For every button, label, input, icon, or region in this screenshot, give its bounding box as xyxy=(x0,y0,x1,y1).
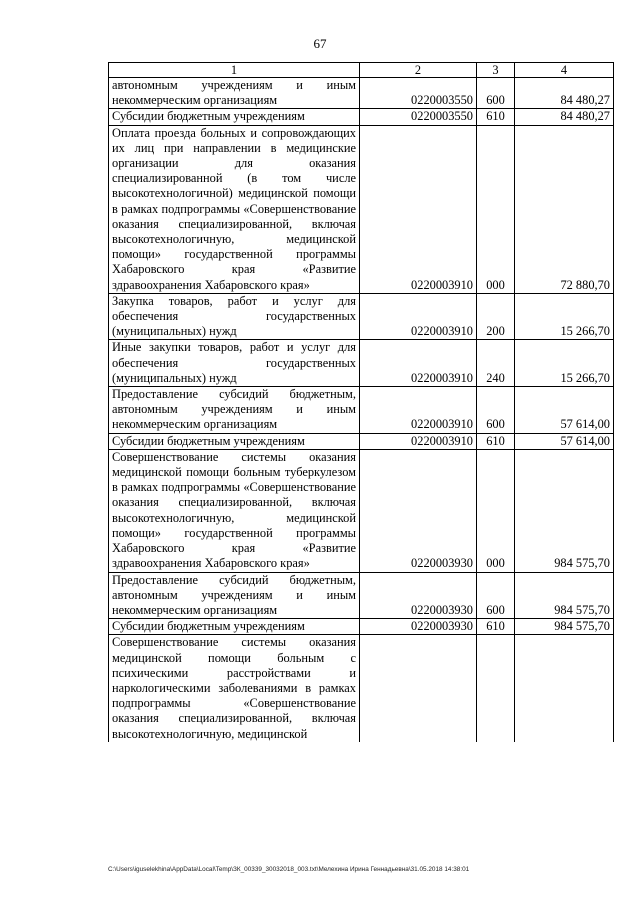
row-type: 000 xyxy=(477,125,515,293)
table-row xyxy=(109,635,614,742)
row-type: 600 xyxy=(477,387,515,434)
table-row xyxy=(109,125,614,293)
row-name: Субсидии бюджетным учреждениям xyxy=(109,433,360,449)
row-code: 0220003930 xyxy=(360,572,477,619)
row-code: 0220003910 xyxy=(360,340,477,387)
row-code: 0220003550 xyxy=(360,78,477,109)
row-amount: 15 266,70 xyxy=(515,340,614,387)
row-code xyxy=(360,635,477,742)
row-code: 0220003550 xyxy=(360,109,477,125)
row-name: Совершенствование системы оказания медицинской помощи больным с психическими расстройствами и наркологическими заболеваниями в рамках подпрограммы «Совершенствование оказания специализированной, включая высокотехнологичную, медицинской xyxy=(109,635,360,742)
row-type: 000 xyxy=(477,449,515,572)
table-row xyxy=(109,340,614,387)
page-number: 67 xyxy=(313,36,327,51)
row-amount: 84 480,27 xyxy=(515,78,614,109)
row-type: 600 xyxy=(477,572,515,619)
row-name: Предоставление субсидий бюджетным, автономным учреждениям и иным некоммерческим организациям xyxy=(109,387,360,434)
table-row xyxy=(109,78,614,109)
table-row xyxy=(109,572,614,619)
row-name: Оплата проезда больных и сопровождающих их лиц при направлении в медицинские организации для оказания специализированной (в том числе высокотехнологичной) медицинской помощи в рамках подпрограммы «Совершенствование оказания специализированной, включая высокотехнологичную, медицинской помощи» государственной программы Хабаровского края «Развитие здравоохранения Хабаровского края» xyxy=(109,125,360,293)
table-row xyxy=(109,293,614,340)
column-header-3: 3 xyxy=(477,63,515,78)
row-code: 0220003930 xyxy=(360,619,477,635)
row-type: 200 xyxy=(477,293,515,340)
row-amount: 984 575,70 xyxy=(515,572,614,619)
row-amount: 57 614,00 xyxy=(515,433,614,449)
row-amount: 984 575,70 xyxy=(515,619,614,635)
row-name: Закупка товаров, работ и услуг для обеспечения государственных (муниципальных) нужд xyxy=(109,293,360,340)
table-row xyxy=(109,433,614,449)
row-name: Субсидии бюджетным учреждениям xyxy=(109,109,360,125)
row-type: 610 xyxy=(477,433,515,449)
budget-table xyxy=(108,62,614,742)
row-type: 610 xyxy=(477,109,515,125)
column-header-2: 2 xyxy=(360,63,477,78)
table-row xyxy=(109,109,614,125)
row-type: 600 xyxy=(477,78,515,109)
row-code: 0220003910 xyxy=(360,387,477,434)
row-amount: 84 480,27 xyxy=(515,109,614,125)
row-amount: 984 575,70 xyxy=(515,449,614,572)
row-name: Субсидии бюджетным учреждениям xyxy=(109,619,360,635)
row-code: 0220003910 xyxy=(360,433,477,449)
row-type xyxy=(477,635,515,742)
row-name: Совершенствование системы оказания медицинской помощи больным туберкулезом в рамках подпрограммы «Совершенствование оказания специализированной, включая высокотехнологичную, медицинской помощи» государственной программы Хабаровского края «Развитие здравоохранения Хабаровского края» xyxy=(109,449,360,572)
row-type: 240 xyxy=(477,340,515,387)
row-code: 0220003910 xyxy=(360,293,477,340)
footer-file-path: C:\Users\iguselekhina\AppData\Local\Temp\ЗК_00339_30032018_003.txt\Мелехина Ирина Геннадьевна\31.05.2018 14:38:01 xyxy=(108,866,470,873)
row-amount xyxy=(515,635,614,742)
column-header-4: 4 xyxy=(515,63,614,78)
row-amount: 57 614,00 xyxy=(515,387,614,434)
row-code: 0220003910 xyxy=(360,125,477,293)
table-row xyxy=(109,619,614,635)
table-header-row xyxy=(109,63,614,78)
row-amount: 15 266,70 xyxy=(515,293,614,340)
row-code: 0220003930 xyxy=(360,449,477,572)
column-header-1: 1 xyxy=(109,63,360,78)
row-name: Иные закупки товаров, работ и услуг для обеспечения государственных (муниципальных) нужд xyxy=(109,340,360,387)
table-row xyxy=(109,387,614,434)
table-row xyxy=(109,449,614,572)
row-amount: 72 880,70 xyxy=(515,125,614,293)
row-type: 610 xyxy=(477,619,515,635)
row-name: Предоставление субсидий бюджетным, автономным учреждениям и иным некоммерческим организациям xyxy=(109,572,360,619)
row-name: автономным учреждениям и иным некоммерческим организациям xyxy=(109,78,360,109)
